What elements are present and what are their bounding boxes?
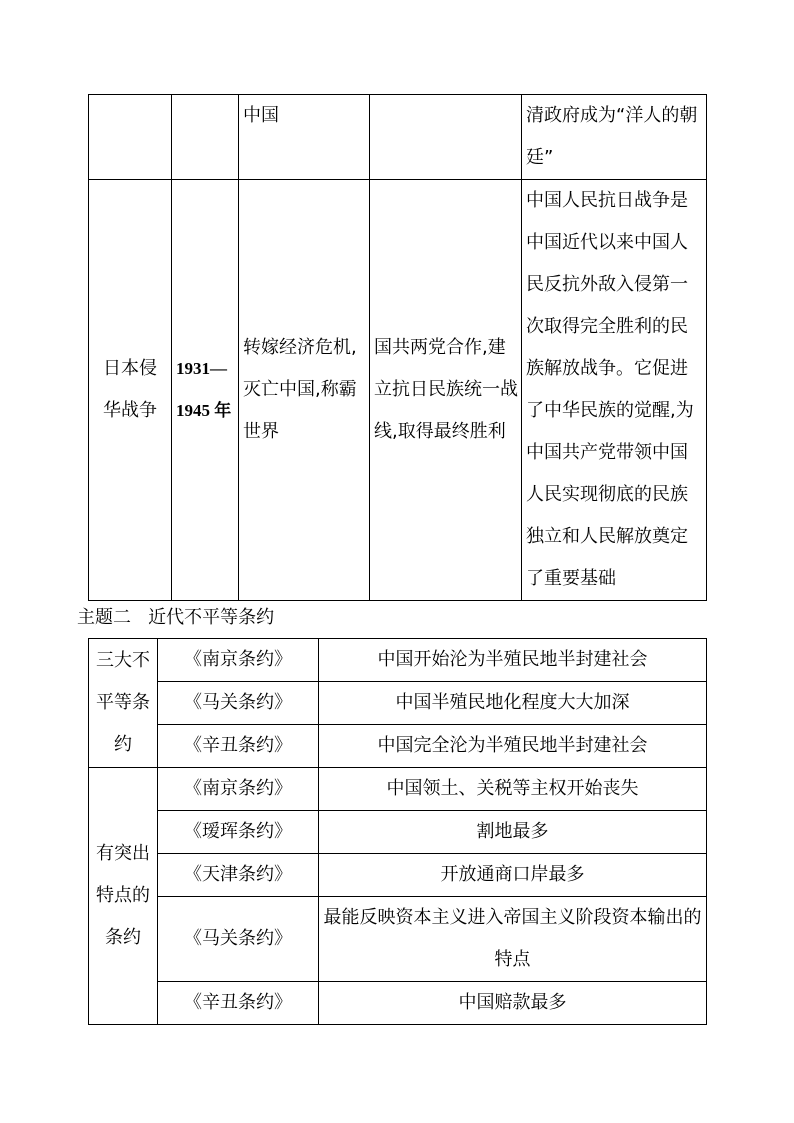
war-years: 1931—1945 年 [176,359,232,420]
table-row [89,95,707,180]
table-row [89,639,707,682]
treaty-name: 《天津条约》 [184,864,292,885]
war-cell [89,95,172,180]
group-label-cell [89,768,158,1025]
treaty-cell [158,725,319,768]
treaty-name: 《南京条约》 [184,649,292,670]
response-cell [370,180,522,601]
treaty-cell [158,982,319,1025]
treaty-name: 《瑷珲条约》 [184,821,292,842]
response-cell [370,95,522,180]
aggression-wars-table [88,94,707,601]
war-cell [89,180,172,601]
table-row [89,897,707,982]
treaty-cell [158,854,319,897]
treaty-cell [158,682,319,725]
group-label-cell [89,639,158,768]
description-cell [319,811,707,854]
significance-text: 清政府成为“洋人的朝廷” [526,105,698,168]
significance-cell [522,95,707,180]
treaty-description: 开放通商口岸最多 [440,864,585,885]
treaty-description: 中国赔款最多 [458,992,567,1013]
war-purpose: 转嫁经济危机,灭亡中国,称霸世界 [243,337,357,442]
purpose-text: 中国 [243,105,279,126]
table-row [89,811,707,854]
topic-title: 近代不平等条约 [148,607,275,628]
purpose-cell [239,95,370,180]
table-row [89,982,707,1025]
description-cell [319,982,707,1025]
treaty-description: 割地最多 [476,821,549,842]
unequal-treaties-table [88,638,707,1025]
table-row [89,682,707,725]
war-significance: 中国人民抗日战争是中国近代以来中国人民反抗外敌入侵第一次取得完全胜利的民族解放战争。它促进了中华民族的觉醒,为中国共产党带领中国人民实现彻底的民族独立和人民解放奠定了重要基础 [526,190,694,589]
table-row [89,768,707,811]
section-heading [77,604,274,632]
treaty-description: 中国领土、关税等主权开始丧失 [386,778,639,799]
treaty-name: 《南京条约》 [184,778,292,799]
years-cell [172,95,239,180]
treaty-description: 中国完全沦为半殖民地半封建社会 [377,735,648,756]
war-name: 日本侵华战争 [103,358,157,421]
purpose-cell [239,180,370,601]
significance-cell [522,180,707,601]
treaty-cell [158,811,319,854]
group-label: 三大不平等条约 [96,650,150,755]
table-row [89,725,707,768]
treaty-description: 中国半殖民地化程度大大加深 [395,692,630,713]
treaty-description: 中国开始沦为半殖民地半封建社会 [377,649,648,670]
war-response: 国共两党合作,建立抗日民族统一战线,取得最终胜利 [374,337,518,442]
description-cell [319,639,707,682]
treaty-cell [158,639,319,682]
treaty-cell [158,897,319,982]
treaty-name: 《辛丑条约》 [184,992,292,1013]
description-cell [319,897,707,982]
treaty-cell [158,768,319,811]
topic-label: 主题二 [77,607,131,628]
treaty-name: 《马关条约》 [184,692,292,713]
description-cell [319,854,707,897]
table-row [89,854,707,897]
treaty-name: 《辛丑条约》 [184,735,292,756]
table-row [89,180,707,601]
years-cell [172,180,239,601]
treaty-name: 《马关条约》 [184,928,292,949]
treaty-description: 最能反映资本主义进入帝国主义阶段资本输出的特点 [323,907,702,970]
description-cell [319,768,707,811]
group-label: 有突出特点的条约 [96,843,150,948]
description-cell [319,725,707,768]
description-cell [319,682,707,725]
